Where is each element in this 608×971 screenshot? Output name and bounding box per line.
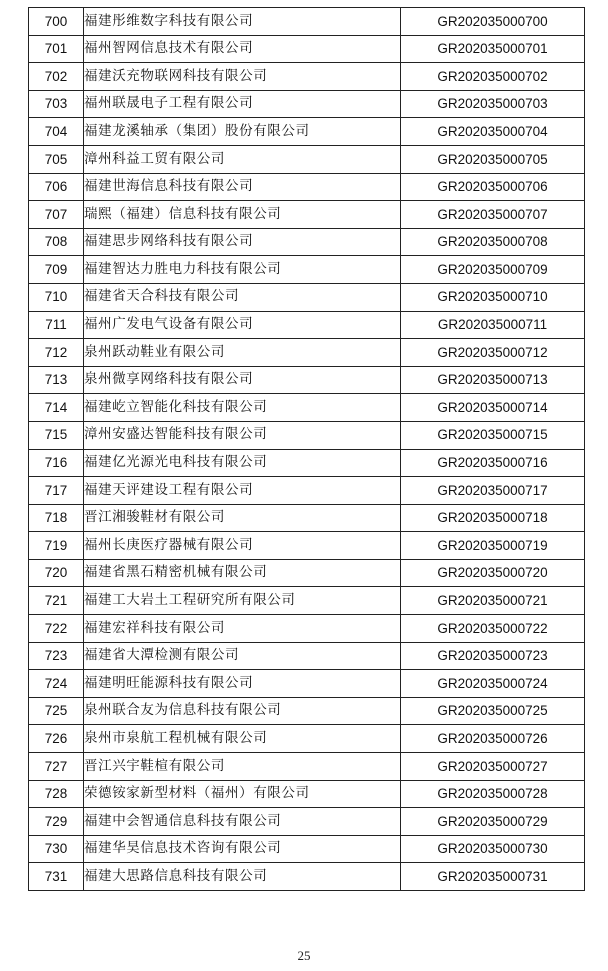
table-row — [29, 559, 585, 587]
table-row — [29, 753, 585, 781]
company-name: 泉州联合友为信息科技有限公司 — [84, 697, 401, 725]
company-name: 荣德铵家新型材料（福州）有限公司 — [84, 780, 401, 808]
company-name: 福建省黑石精密机械有限公司 — [84, 559, 401, 587]
company-name: 福建思步网络科技有限公司 — [84, 228, 401, 256]
company-name: 福建大思路信息科技有限公司 — [84, 863, 401, 891]
row-number: 718 — [29, 504, 84, 532]
row-number: 727 — [29, 753, 84, 781]
certificate-code: GR202035000718 — [401, 504, 585, 532]
row-number: 710 — [29, 283, 84, 311]
row-number: 726 — [29, 725, 84, 753]
row-number: 731 — [29, 863, 84, 891]
company-name: 漳州科益工贸有限公司 — [84, 145, 401, 173]
certificate-code: GR202035000730 — [401, 835, 585, 863]
table-row — [29, 173, 585, 201]
row-number: 729 — [29, 808, 84, 836]
table-row — [29, 449, 585, 477]
row-number: 704 — [29, 118, 84, 146]
row-number: 706 — [29, 173, 84, 201]
row-number: 723 — [29, 642, 84, 670]
row-number: 701 — [29, 35, 84, 63]
company-name: 泉州市泉航工程机械有限公司 — [84, 725, 401, 753]
row-number: 708 — [29, 228, 84, 256]
table-row — [29, 808, 585, 836]
row-number: 720 — [29, 559, 84, 587]
page-number: 25 — [297, 948, 311, 963]
table-row — [29, 201, 585, 229]
table-body — [29, 8, 585, 891]
table-row — [29, 339, 585, 367]
certificate-code: GR202035000717 — [401, 477, 585, 505]
certificate-code: GR202035000700 — [401, 8, 585, 36]
table-row — [29, 366, 585, 394]
row-number: 715 — [29, 421, 84, 449]
table-row — [29, 118, 585, 146]
company-name: 福建中会智通信息科技有限公司 — [84, 808, 401, 836]
company-name: 福建世海信息科技有限公司 — [84, 173, 401, 201]
row-number: 703 — [29, 90, 84, 118]
certificate-code: GR202035000710 — [401, 283, 585, 311]
row-number: 728 — [29, 780, 84, 808]
certificate-code: GR202035000704 — [401, 118, 585, 146]
table-row — [29, 780, 585, 808]
company-name: 福建沃充物联网科技有限公司 — [84, 63, 401, 91]
company-name: 泉州跃动鞋业有限公司 — [84, 339, 401, 367]
row-number: 711 — [29, 311, 84, 339]
table-row — [29, 311, 585, 339]
table-row — [29, 835, 585, 863]
company-name: 福建天评建设工程有限公司 — [84, 477, 401, 505]
table-row — [29, 697, 585, 725]
row-number: 730 — [29, 835, 84, 863]
row-number: 713 — [29, 366, 84, 394]
table-row — [29, 35, 585, 63]
table-row — [29, 228, 585, 256]
certificate-code: GR202035000725 — [401, 697, 585, 725]
company-name: 福建亿光源光电科技有限公司 — [84, 449, 401, 477]
company-name: 福建龙溪轴承（集团）股份有限公司 — [84, 118, 401, 146]
company-name: 福建省大潭检测有限公司 — [84, 642, 401, 670]
row-number: 724 — [29, 670, 84, 698]
row-number: 722 — [29, 615, 84, 643]
row-number: 709 — [29, 256, 84, 284]
certificate-code: GR202035000711 — [401, 311, 585, 339]
table-row — [29, 642, 585, 670]
row-number: 721 — [29, 587, 84, 615]
certificate-code: GR202035000701 — [401, 35, 585, 63]
certificate-code: GR202035000721 — [401, 587, 585, 615]
certificate-code: GR202035000724 — [401, 670, 585, 698]
table-row — [29, 532, 585, 560]
certificate-code: GR202035000727 — [401, 753, 585, 781]
certificate-code: GR202035000715 — [401, 421, 585, 449]
table-row — [29, 421, 585, 449]
certificate-code: GR202035000713 — [401, 366, 585, 394]
table-row — [29, 394, 585, 422]
certificate-code: GR202035000714 — [401, 394, 585, 422]
table-row — [29, 863, 585, 891]
certificate-code: GR202035000707 — [401, 201, 585, 229]
certificate-code: GR202035000722 — [401, 615, 585, 643]
certificate-code: GR202035000720 — [401, 559, 585, 587]
company-name: 晋江兴宇鞋楦有限公司 — [84, 753, 401, 781]
company-name: 福建省天合科技有限公司 — [84, 283, 401, 311]
certificate-code: GR202035000716 — [401, 449, 585, 477]
table-row — [29, 725, 585, 753]
certificate-code: GR202035000702 — [401, 63, 585, 91]
table-row — [29, 587, 585, 615]
certificate-code: GR202035000726 — [401, 725, 585, 753]
certificate-code: GR202035000703 — [401, 90, 585, 118]
company-name: 福建工大岩土工程研究所有限公司 — [84, 587, 401, 615]
certificate-list — [28, 7, 581, 891]
company-table — [28, 7, 585, 891]
company-name: 福建宏祥科技有限公司 — [84, 615, 401, 643]
company-name: 泉州微享网络科技有限公司 — [84, 366, 401, 394]
table-row — [29, 256, 585, 284]
company-name: 福建智达力胜电力科技有限公司 — [84, 256, 401, 284]
table-row — [29, 283, 585, 311]
company-name: 福建华昊信息技术咨询有限公司 — [84, 835, 401, 863]
certificate-code: GR202035000705 — [401, 145, 585, 173]
table-row — [29, 670, 585, 698]
company-name: 福建明旺能源科技有限公司 — [84, 670, 401, 698]
company-name: 福州广发电气设备有限公司 — [84, 311, 401, 339]
table-row — [29, 477, 585, 505]
certificate-code: GR202035000712 — [401, 339, 585, 367]
row-number: 717 — [29, 477, 84, 505]
company-name: 晋江湘骏鞋材有限公司 — [84, 504, 401, 532]
certificate-code: GR202035000728 — [401, 780, 585, 808]
table-row — [29, 145, 585, 173]
certificate-code: GR202035000708 — [401, 228, 585, 256]
certificate-code: GR202035000719 — [401, 532, 585, 560]
company-name: 福州智网信息技术有限公司 — [84, 35, 401, 63]
row-number: 705 — [29, 145, 84, 173]
company-name: 福州联晟电子工程有限公司 — [84, 90, 401, 118]
company-name: 福建彤维数字科技有限公司 — [84, 8, 401, 36]
table-row — [29, 504, 585, 532]
company-name: 福建屹立智能化科技有限公司 — [84, 394, 401, 422]
table-row — [29, 63, 585, 91]
company-name: 瑞熙（福建）信息科技有限公司 — [84, 201, 401, 229]
row-number: 719 — [29, 532, 84, 560]
certificate-code: GR202035000706 — [401, 173, 585, 201]
certificate-code: GR202035000723 — [401, 642, 585, 670]
row-number: 712 — [29, 339, 84, 367]
row-number: 707 — [29, 201, 84, 229]
table-row — [29, 90, 585, 118]
row-number: 702 — [29, 63, 84, 91]
table-row — [29, 8, 585, 36]
row-number: 700 — [29, 8, 84, 36]
row-number: 716 — [29, 449, 84, 477]
table-row — [29, 615, 585, 643]
certificate-code: GR202035000731 — [401, 863, 585, 891]
row-number: 725 — [29, 697, 84, 725]
certificate-code: GR202035000709 — [401, 256, 585, 284]
company-name: 福州长庚医疗器械有限公司 — [84, 532, 401, 560]
row-number: 714 — [29, 394, 84, 422]
certificate-code: GR202035000729 — [401, 808, 585, 836]
company-name: 漳州安盛达智能科技有限公司 — [84, 421, 401, 449]
